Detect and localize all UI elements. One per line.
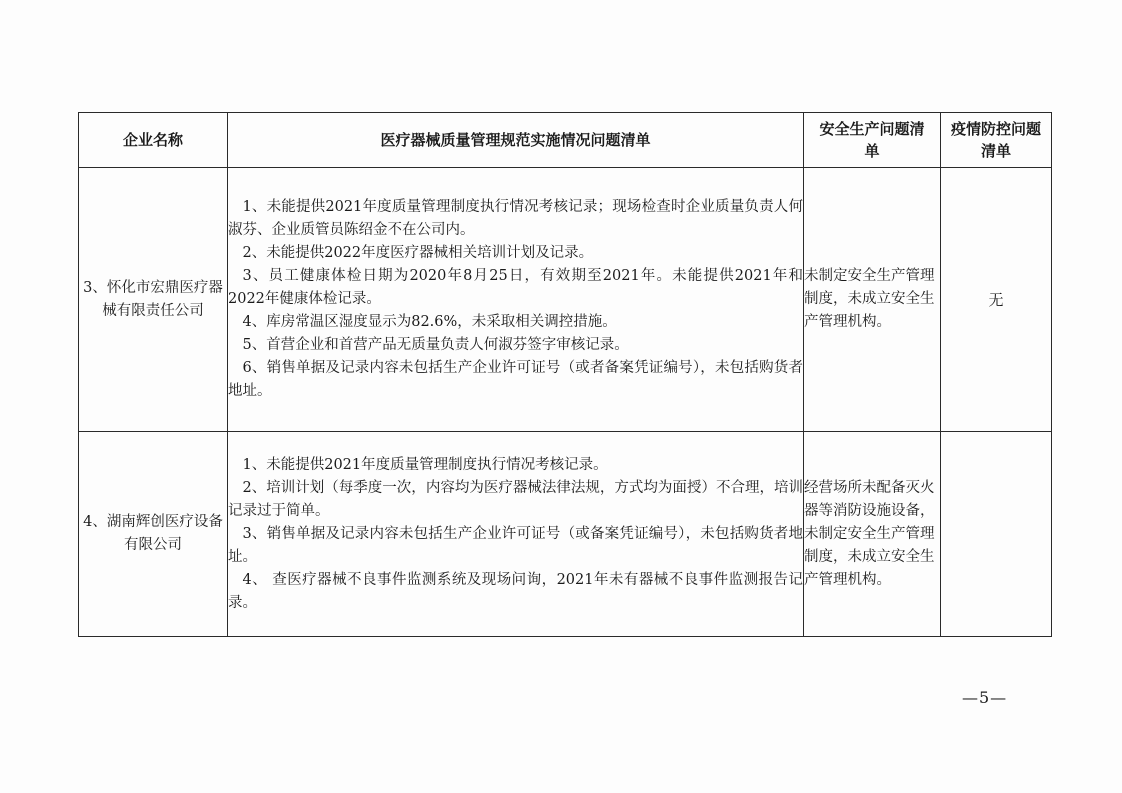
table-row bbox=[79, 168, 1052, 432]
header-company-name: 企业名称 bbox=[79, 113, 228, 168]
table-header-row bbox=[79, 113, 1052, 168]
issue-item: 4、 查医疗器械不良事件监测系统及现场问询，2021年未有器械不良事件监测报告记录。 bbox=[228, 571, 803, 611]
issue-item: 6、销售单据及记录内容未包括生产企业许可证号（或者备案凭证编号），未包括购货者地址。 bbox=[228, 360, 803, 399]
issue-item: 3、员工健康体检日期为2020年8月25日，有效期至2021年。未能提供2021年和2022年健康体检记录。 bbox=[228, 268, 803, 307]
page-number: —5— bbox=[962, 688, 1008, 707]
epidemic-issues-cell: 无 bbox=[941, 168, 1052, 432]
gmp-issues-cell bbox=[228, 168, 804, 432]
header-safety-issues: 安全生产问题清单 bbox=[804, 113, 941, 168]
gmp-issues-cell bbox=[228, 432, 804, 637]
table-row bbox=[79, 432, 1052, 637]
epidemic-issues-cell bbox=[941, 432, 1052, 637]
issue-item: 1、未能提供2021年度质量管理制度执行情况考核记录。 bbox=[242, 456, 608, 473]
issue-item: 3、销售单据及记录内容未包括生产企业许可证号（或备案凭证编号），未包括购货者地址。 bbox=[228, 525, 803, 565]
issues-table bbox=[78, 112, 1052, 637]
issue-item: 2、培训计划（每季度一次，内容均为医疗器械法律法规，方式均为面授）不合理，培训记录过于简单。 bbox=[228, 479, 803, 519]
safety-issues-cell: 未制定安全生产管理制度，未成立安全生产管理机构。 bbox=[804, 168, 941, 432]
issue-item: 1、未能提供2021年度质量管理制度执行情况考核记录；现场检查时企业质量负责人何淑芬、企业质管员陈绍金不在公司内。 bbox=[228, 199, 803, 238]
header-gmp-issues: 医疗器械质量管理规范实施情况问题清单 bbox=[228, 113, 804, 168]
safety-issues-cell: 经营场所未配备灭火器等消防设施设备，未制定安全生产管理制度，未成立安全生产管理机构。 bbox=[804, 432, 941, 637]
issue-item: 2、未能提供2022年度医疗器械相关培训计划及记录。 bbox=[242, 245, 594, 261]
company-name-cell: 4、湖南辉创医疗设备有限公司 bbox=[79, 432, 228, 637]
issue-item: 5、首营企业和首营产品无质量负责人何淑芬签字审核记录。 bbox=[242, 337, 629, 353]
header-epidemic-issues: 疫情防控问题清单 bbox=[941, 113, 1052, 168]
issue-item: 4、库房常温区湿度显示为82.6%，未采取相关调控措施。 bbox=[242, 314, 617, 330]
company-name-cell: 3、怀化市宏鼎医疗器械有限责任公司 bbox=[79, 168, 228, 432]
